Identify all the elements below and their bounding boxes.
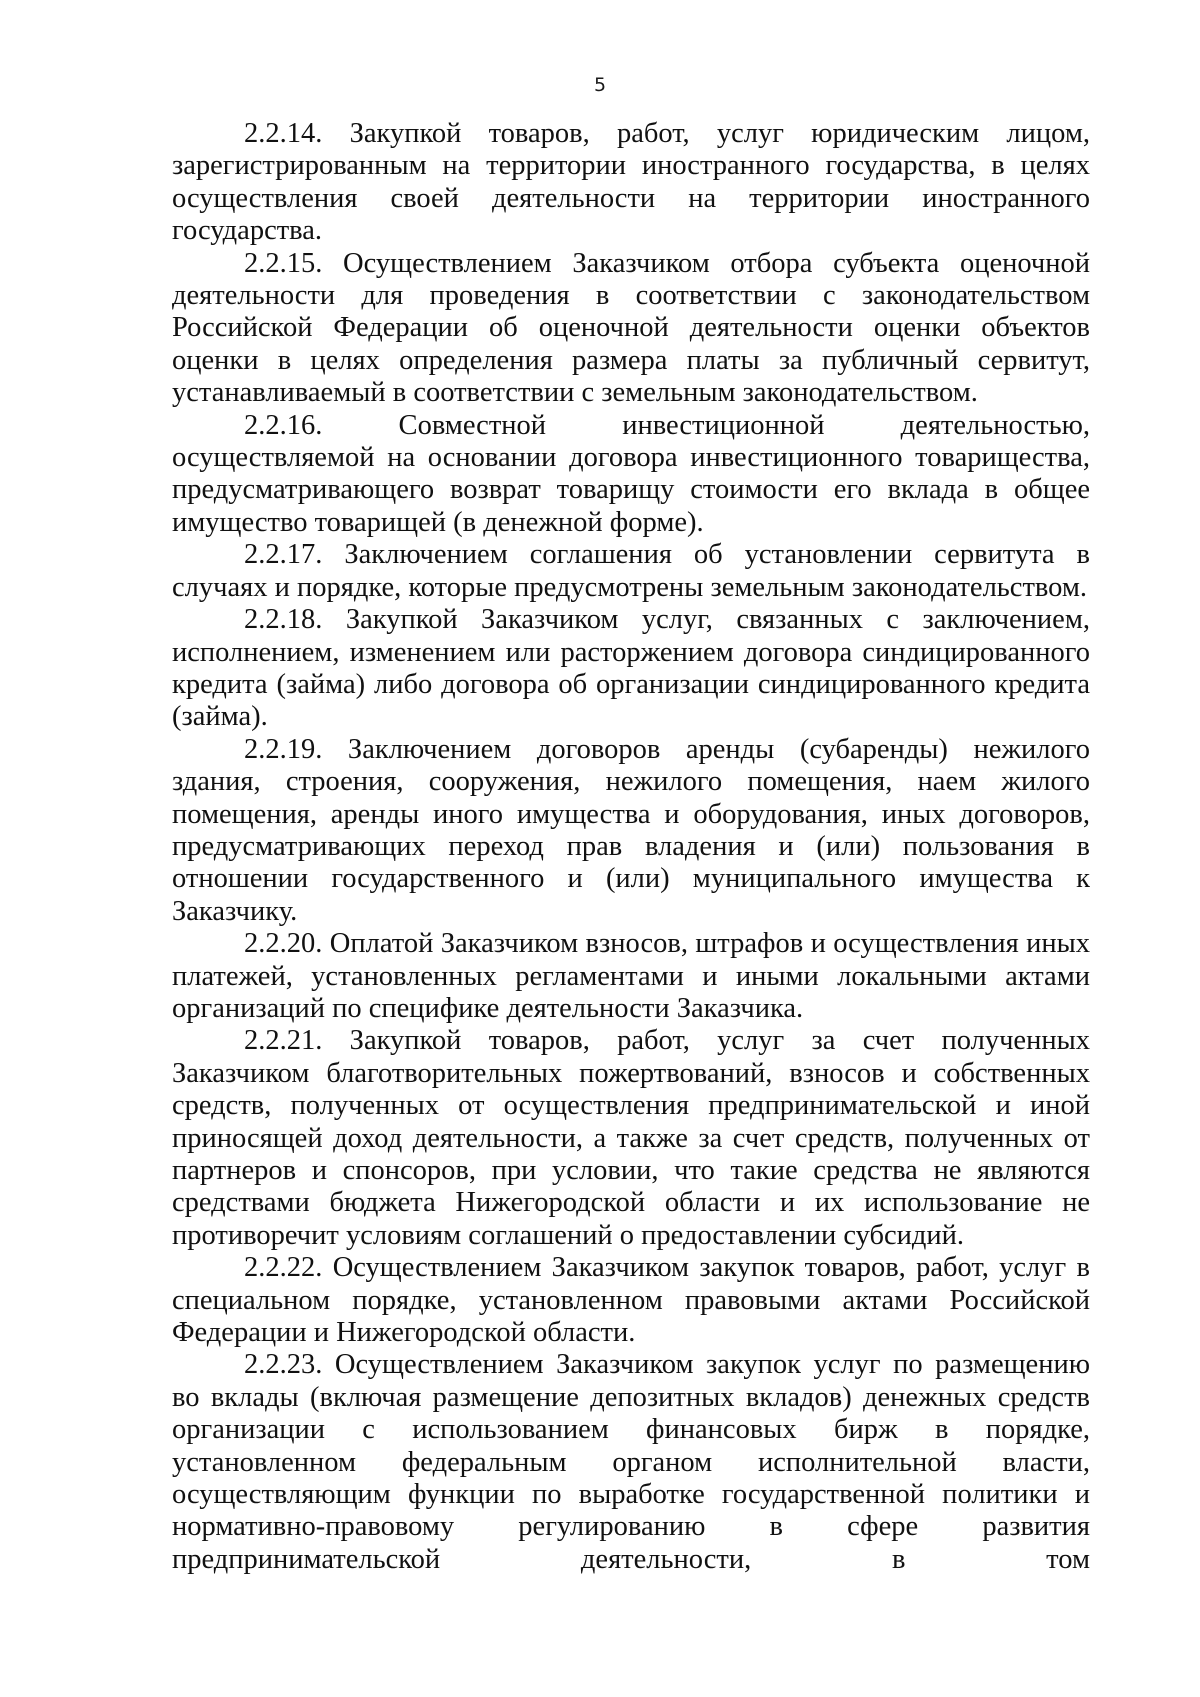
page-number: 5 [593, 74, 607, 96]
paragraph-2-2-18: 2.2.18. Закупкой Заказчиком услуг, связанных с заключением, исполнением, изменением или расторжением договора синдицированного кредита (займа) либо договора об организации синдицированного кредита (займа). [172, 604, 1090, 733]
paragraph-2-2-16: 2.2.16. Совместной инвестиционной деятельностью, осуществляемой на основании договора инвестиционного товарищества, предусматривающего возврат товарищу стоимости его вклада в общее имущество товарищей (в денежной форме). [172, 409, 1090, 538]
paragraph-2-2-14: 2.2.14. Закупкой товаров, работ, услуг юридическим лицом, зарегистрированным на территории иностранного государства, в целях осуществления своей деятельности на территории иностранного государства. [172, 118, 1090, 247]
paragraph-2-2-22: 2.2.22. Осуществлением Заказчиком закупок товаров, работ, услуг в специальном порядке, установленном правовыми актами Российской Федерации и Нижегородской области. [172, 1252, 1090, 1349]
paragraph-2-2-17: 2.2.17. Заключением соглашения об установлении сервитута в случаях и порядке, которые предусмотрены земельным законодательством. [172, 539, 1090, 603]
paragraph-2-2-15: 2.2.15. Осуществлением Заказчиком отбора субъекта оценочной деятельности для проведения в соответствии с законодательством Российской Федерации об оценочной деятельности оценки объектов оценки в целях определения размера платы за публичный сервитут, устанавливаемый в соответствии с земельным законодательством. [172, 247, 1090, 409]
paragraph-2-2-20: 2.2.20. Оплатой Заказчиком взносов, штрафов и осуществления иных платежей, установленных регламентами и иными локальными актами организаций по специфике деятельности Заказчика. [172, 928, 1090, 1024]
paragraph-2-2-23: 2.2.23. Осуществлением Заказчиком закупок услуг по размещению во вклады (включая размещение депозитных вкладов) денежных средств организации с использованием финансовых бирж в порядке, установленном федеральным органом исполнительной власти, осуществляющим функции по выработке государственной политики и нормативно-правовому регулированию в сфере развития предпринимательской деятельности, в том [172, 1349, 1090, 1575]
paragraph-2-2-21: 2.2.21. Закупкой товаров, работ, услуг за счет полученных Заказчиком благотворительных пожертвований, взносов и собственных средств, полученных от осуществления предпринимательской и иной приносящей доход деятельности, а также за счет средств, полученных от партнеров и спонсоров, при условии, что такие средства не являются средствами бюджета Нижегородской области и их использование не противоречит условиям соглашений о предоставлении субсидий. [172, 1025, 1090, 1251]
document-body [172, 118, 1090, 1576]
paragraph-2-2-19: 2.2.19. Заключением договоров аренды (субаренды) нежилого здания, строения, сооружения, нежилого помещения, наем жилого помещения, аренды иного имущества и оборудования, иных договоров, предусматривающих переход прав владения и (или) пользования в отношении государственного и (или) муниципального имущества к Заказчику. [172, 733, 1090, 927]
